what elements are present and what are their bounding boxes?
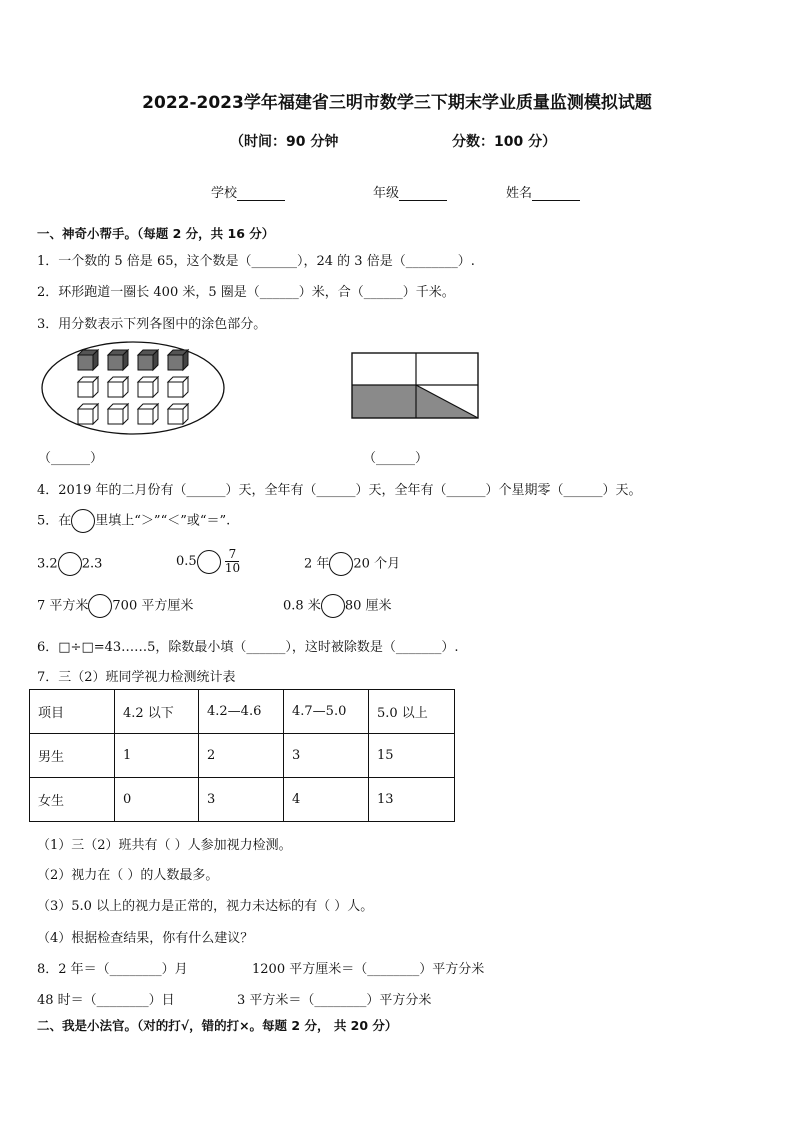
compare-circle <box>58 552 82 576</box>
fraction-7-10: $\frac{7}{10}$ <box>224 547 241 575</box>
time-label: （时间：90 分钟 <box>230 134 339 150</box>
table-header-cell: 4.2—4.6 <box>199 690 284 734</box>
table-header-cell: 5.0 以上 <box>369 690 455 734</box>
table-row <box>30 778 455 822</box>
section2-heading: 二、我是小法官。（对的打√，错的打×。每题 2 分， 共 20 分） <box>37 1018 398 1033</box>
table-cell: 女生 <box>30 778 115 822</box>
compare-circle <box>88 594 112 618</box>
table-row <box>30 734 455 778</box>
question-7: 7．三（2）班同学视力检测统计表 <box>37 670 236 685</box>
table-cell: 3 <box>284 734 369 778</box>
table-cell: 3 <box>199 778 284 822</box>
question-1: 1．一个数的 5 倍是 65，这个数是（_______），24 的 3 倍是（________）. <box>37 254 475 269</box>
table-cell: 1 <box>115 734 199 778</box>
question-7-sub-2: （2）视力在（ ）的人数最多。 <box>37 868 219 883</box>
table-cell: 0 <box>115 778 199 822</box>
table-cell: 男生 <box>30 734 115 778</box>
name-field: 姓名 <box>506 182 580 201</box>
exam-title: 2022-2023学年福建省三明市数学三下期末学业质量监测模拟试题 <box>142 93 652 113</box>
table-header-cell: 项目 <box>30 690 115 734</box>
table-cell: 4 <box>284 778 369 822</box>
question-8-a: 8．2 年＝（________）月 <box>37 962 188 977</box>
question-8-b: 1200 平方厘米＝（________）平方分米 <box>252 962 485 977</box>
compare-item-d: 7 平方米 700 平方厘米 <box>37 594 193 618</box>
question-7-sub-1: （1）三（2）班共有（ ）人参加视力检测。 <box>37 838 292 853</box>
table-cell: 13 <box>369 778 455 822</box>
question-7-sub-3: （3）5.0 以上的视力是正常的，视力未达标的有（ ）人。 <box>37 899 374 914</box>
table-header-cell: 4.2 以下 <box>115 690 199 734</box>
question-8-c: 48 时＝（________）日 <box>37 993 175 1008</box>
question-3: 3．用分数表示下列各图中的涂色部分。 <box>37 317 267 332</box>
compare-item-c: 2 年 20 个月 <box>304 552 400 576</box>
question-6: 6．□÷□=43……5，除数最小填（______），这时被除数是（_______）. <box>37 640 459 655</box>
vision-stats-table <box>29 689 455 822</box>
table-header-cell: 4.7—5.0 <box>284 690 369 734</box>
compare-item-a: 3.2 2.3 <box>37 552 102 576</box>
grade-field: 年级 <box>373 182 447 201</box>
q3-answer-left: （______） <box>38 451 104 466</box>
question-2: 2．环形跑道一圈长 400 米，5 圈是（______）米，合（______）千米。 <box>37 285 455 300</box>
cubes-ellipse-figure <box>40 340 226 436</box>
compare-circle <box>71 509 95 533</box>
question-4: 4．2019 年的二月份有（______）天，全年有（______）天，全年有（______）个星期零（______）天。 <box>37 483 642 498</box>
table-cell: 15 <box>369 734 455 778</box>
section1-heading: 一、神奇小帮手。（每题 2 分，共 16 分） <box>37 226 275 241</box>
compare-circle <box>321 594 345 618</box>
table-header-row <box>30 690 455 734</box>
compare-circle <box>197 550 221 574</box>
compare-item-e: 0.8 米 80 厘米 <box>283 594 392 618</box>
compare-circle <box>329 552 353 576</box>
score-label: 分数：100 分） <box>452 134 557 150</box>
table-cell: 2 <box>199 734 284 778</box>
question-7-sub-4: （4）根据检查结果，你有什么建议？ <box>37 931 254 946</box>
school-field: 学校 <box>211 182 285 201</box>
rectangle-shaded-figure <box>351 352 481 420</box>
question-8-d: 3 平方米＝（________）平方分米 <box>237 993 432 1008</box>
question-5: 5．在 里填上“＞”“＜”或“＝”. <box>37 509 230 533</box>
compare-item-b: 0.5 $\frac{7}{10}$ <box>176 547 241 575</box>
q3-answer-right: （______） <box>363 451 429 466</box>
